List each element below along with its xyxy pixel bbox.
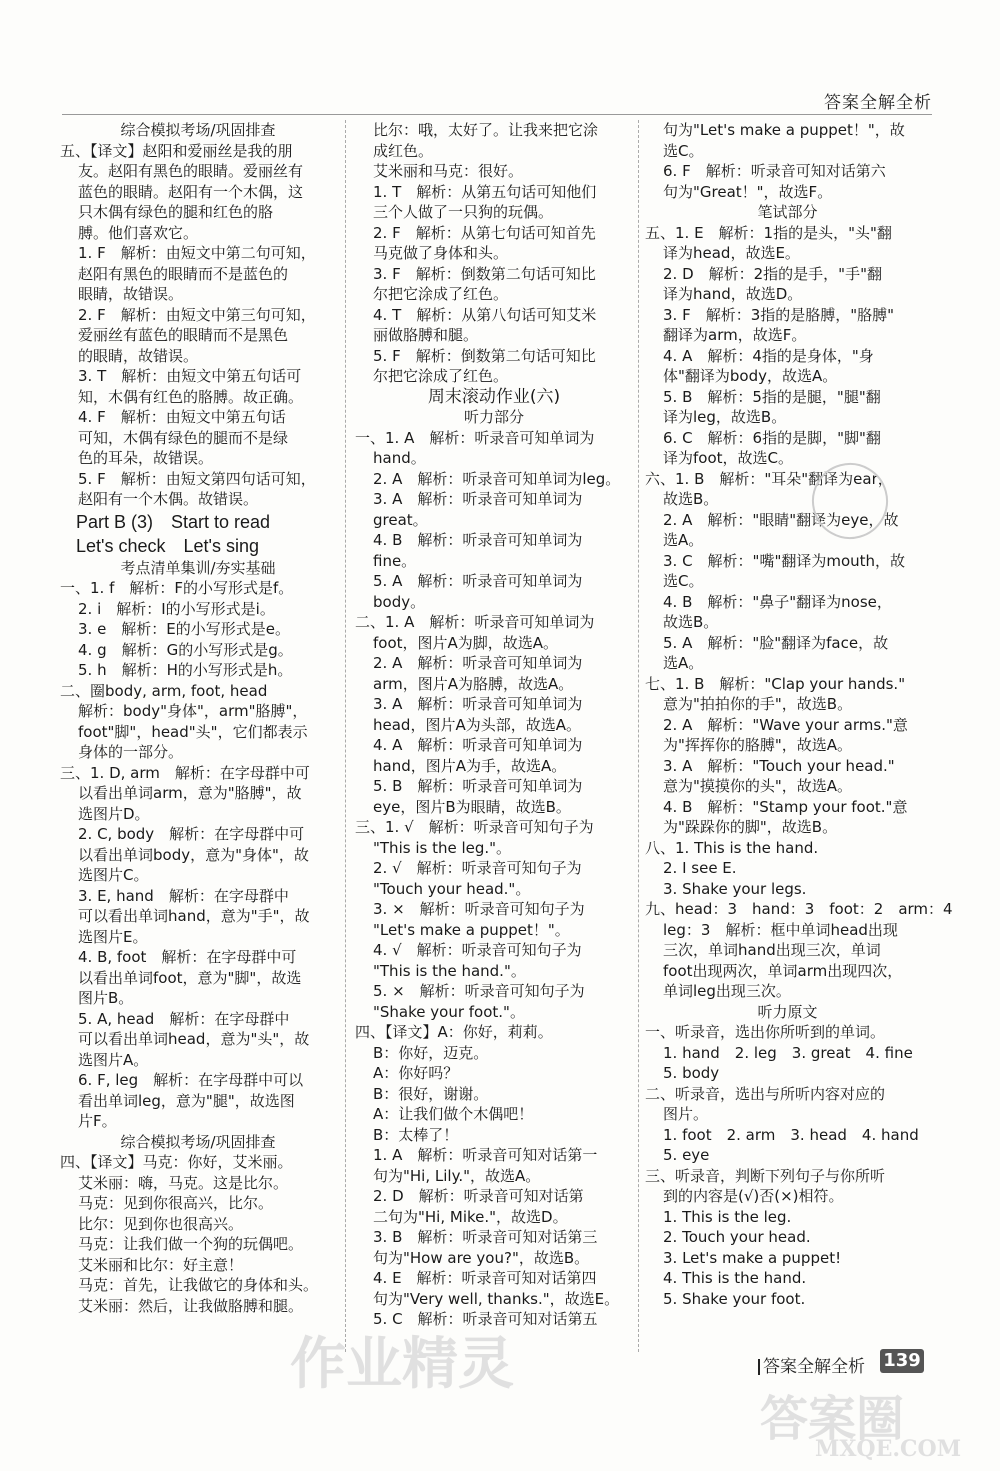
text-line: 5. × 解析：听录音可知句子为 [373, 982, 585, 1000]
footer-label [758, 1352, 865, 1377]
text-line: foot"脚"，head"头"，它们都表示 [78, 722, 308, 741]
text-line: 三、1. √ 解析：听录音可知句子为 [355, 818, 594, 836]
column-left [60, 120, 336, 1316]
text-line: 4. B, foot 解析：在字母群中可 [78, 948, 297, 966]
text-line: 5. eye [663, 1146, 710, 1164]
text-line: B：你好，迈克。 [373, 1043, 489, 1062]
text-line: 九、head：3 hand：3 foot：2 arm：4 [645, 900, 953, 918]
text-line: foot出现两次，单词arm出现四次， [663, 961, 903, 980]
text-line: 3. Shake your legs. [663, 879, 807, 898]
text-line: 4. B 解析："鼻子"翻译为nose， [663, 592, 892, 611]
text-line: 3. C 解析："嘴"翻译为mouth，故 [663, 551, 906, 570]
text-line: 5. Shake your foot. [663, 1289, 806, 1308]
text-line: "Shake your foot."。 [373, 1002, 525, 1021]
text-line: 4. A 解析：4指的是身体，"身 [663, 346, 874, 365]
text-line: "Let's make a puppet！"。 [373, 920, 570, 939]
text-line: 3. F 解析：3指的是胳膊，"胳膊" [663, 305, 895, 324]
text-line: 3. A 解析："Touch your head." [663, 756, 895, 775]
column-divider [638, 120, 639, 1352]
column-divider [345, 120, 346, 1352]
text-line: 3. Let's make a puppet! [663, 1248, 842, 1267]
text-line: 周末滚动作业(六) [427, 386, 561, 407]
text-line: 以看出单词body，意为"身体"，故 [78, 845, 309, 864]
text-line: 听力原文 [757, 1002, 818, 1021]
text-line: 5. A 解析：听录音可知单词为 [373, 572, 583, 590]
text-line: 2. D 解析：2指的是手，"手"翻 [663, 264, 882, 283]
text-line: 5. A 解析："脸"翻译为face，故 [663, 633, 889, 652]
text-line: 2. A 解析：听录音可知单词为leg。 [373, 469, 621, 488]
header-rule [62, 114, 932, 115]
text-line: 可以看出单词head，意为"头"，故 [78, 1030, 310, 1048]
text-line: 句为"Very well, thanks."，故选E。 [373, 1289, 620, 1308]
text-line: 翻译为arm，故选F。 [663, 326, 807, 344]
text-line: 二句为"Hi, Mike."，故选D。 [373, 1207, 568, 1226]
text-line: 2. √ 解析：听录音可知句子为 [373, 859, 582, 877]
text-line: 5. B 解析：听录音可知单词为 [373, 777, 583, 795]
watermark-text-3: MXQE.COM [815, 1436, 962, 1462]
text-line: A：让我们做个木偶吧！ [373, 1105, 534, 1123]
text-line: "Touch your head."。 [373, 879, 531, 898]
text-line: 考点清单集训/夯实基础 [120, 558, 276, 577]
text-line: 七、1. B 解析："Clap your hands." [645, 674, 906, 693]
text-line: 六、1. B 解析："耳朵"翻译为ear， [645, 469, 893, 488]
text-line: 4. √ 解析：听录音可知句子为 [373, 941, 582, 959]
text-line: 只木偶有绿色的腿和红色的胳 [78, 203, 274, 221]
text-line: 译为hand，故选D。 [663, 285, 803, 303]
text-line: Let's check Let's sing [76, 535, 259, 556]
text-line: foot，图片A为脚，故选A。 [373, 633, 559, 652]
text-line: 3. A 解析：听录音可知单词为 [373, 695, 583, 713]
text-line: 三个人做了一只狗的玩偶。 [373, 203, 554, 221]
text-line: 综合模拟考场/巩固排查 [120, 1132, 276, 1151]
text-line: eye，图片B为眼睛，故选B。 [373, 797, 571, 816]
text-line: arm，图片A为胳膊，故选A。 [373, 674, 574, 693]
text-line: 选C。 [663, 141, 704, 160]
text-line: 3. T 解析：由短文中第五句话可 [78, 367, 302, 385]
text-line: 5. h 解析：H的小写形式是h。 [78, 661, 293, 679]
text-line: 赵阳有一个木偶。故错误。 [78, 490, 259, 508]
text-line: 2. D 解析：听录音可知对话第 [373, 1187, 584, 1205]
text-line: 2. Touch your head. [663, 1228, 811, 1246]
text-line: 五、1. E 解析：1指的是头，"头"翻 [645, 223, 892, 242]
text-line: 意为"拍拍你的手"，故选B。 [663, 695, 853, 713]
text-line: 4. B 解析："Stamp your foot."意 [663, 797, 908, 816]
text-line: 综合模拟考场/巩固排查 [120, 121, 276, 139]
text-line: 一、听录音，选出你所听到的单词。 [645, 1023, 886, 1041]
text-line: 6. F, leg 解析：在字母群中可以 [78, 1071, 304, 1089]
text-line: 4. E 解析：听录音可知对话第四 [373, 1269, 597, 1287]
text-line: 看出单词leg，意为"腿"，故选图 [78, 1091, 295, 1110]
text-line: 2. A 解析："Wave your arms."意 [663, 715, 908, 734]
text-line: 友。赵阳有黑色的眼睛。爱丽丝有 [78, 162, 304, 180]
text-line: 句为"How are you?"，故选B。 [373, 1248, 590, 1267]
text-line: 马克做了身体和头。 [373, 244, 509, 262]
watermark-text-1: 作业精灵 [290, 1331, 514, 1397]
text-line: 可知，木偶有绿色的腿而不是绿 [78, 428, 289, 447]
text-line: 选图片E。 [78, 927, 148, 946]
text-line: 八、1. This is the hand. [645, 838, 819, 857]
text-line: 选图片A。 [78, 1050, 149, 1069]
text-line: 图片。 [663, 1105, 709, 1123]
text-line: 2. i 解析：I的小写形式是i。 [78, 599, 275, 618]
text-line: 选图片D。 [78, 804, 150, 823]
text-line: 单词leg出现三次。 [663, 982, 791, 1000]
text-line: 1. A 解析：听录音可知对话第一 [373, 1146, 598, 1164]
text-line: A：你好吗？ [373, 1064, 459, 1082]
text-line: 3. F 解析：倒数第二句话可知比 [373, 264, 596, 283]
text-line: 2. A 解析："眼睛"翻译为eye，故 [663, 510, 899, 529]
text-line: 2. I see E. [663, 859, 737, 877]
text-line: 四、【译文】马克：你好，艾米丽。 [60, 1153, 293, 1171]
text-line: 2. A 解析：听录音可知单词为 [373, 654, 583, 672]
text-line: "This is the hand."。 [373, 961, 526, 980]
text-line: 5. C 解析：听录音可知对话第五 [373, 1310, 598, 1328]
text-line: 比尔：哦，太好了。让我来把它涂 [373, 121, 599, 139]
text-line: 故选B。 [663, 613, 719, 631]
text-line: 马克：首先，让我做它的身体和头。 [78, 1276, 319, 1294]
text-line: 3. B 解析：听录音可知对话第三 [373, 1228, 598, 1246]
text-line: 1. F 解析：由短文中第二句可知， [78, 244, 316, 262]
text-line: 一、1. A 解析：听录音可知单词为 [355, 428, 595, 447]
text-line: leg：3 解析：框中单词head出现 [663, 920, 898, 939]
footer-label-text: 答案全解全析 [763, 1357, 865, 1377]
text-line: 膊。他们喜欢它。 [78, 223, 199, 242]
text-line: 4. B 解析：听录音可知单词为 [373, 531, 583, 549]
text-line: 6. C 解析：6指的是脚，"脚"翻 [663, 428, 881, 447]
text-line: 艾米丽和比尔：好主意！ [78, 1255, 244, 1274]
text-line: 尔把它涂成了红色。 [373, 285, 509, 303]
text-line: 三、1. D, arm 解析：在字母群中可 [60, 763, 310, 782]
text-line: 3. e 解析：E的小写形式是e。 [78, 620, 291, 638]
text-line: 一、1. f 解析：F的小写形式是f。 [60, 579, 294, 597]
text-line: head，图片A为头部，故选A。 [373, 715, 581, 734]
column-right [645, 120, 953, 1309]
footer-bar [758, 1359, 760, 1375]
text-line: 选A。 [663, 654, 704, 672]
text-line: 为"跺跺你的脚"，故选B。 [663, 818, 838, 836]
text-line: 5. F 解析：由短文第四句话可知， [78, 469, 316, 488]
text-line: hand，图片A为手，故选A。 [373, 756, 567, 775]
text-line: 4. g 解析：G的小写形式是g。 [78, 640, 293, 659]
text-line: 句为"Hi, Lily."，故选A。 [373, 1166, 541, 1185]
text-line: 1. hand 2. leg 3. great 4. fine [663, 1043, 913, 1062]
text-line: 笔试部分 [757, 203, 818, 221]
page-header-title: 答案全解全析 [824, 93, 932, 113]
text-line: 为"挥挥你的胳膊"，故选A。 [663, 736, 853, 754]
text-line: 听力部分 [463, 408, 524, 426]
text-line: 4. This is the hand. [663, 1269, 807, 1287]
text-line: 选图片C。 [78, 866, 149, 884]
text-line: 译为foot，故选C。 [663, 449, 793, 467]
text-line: 爱丽丝有蓝色的眼睛而不是黑色 [78, 326, 289, 344]
text-line: 解析：body"身体"，arm"胳膊"， [78, 702, 308, 720]
text-line: 以看出单词arm，意为"胳膊"，故 [78, 784, 302, 802]
text-line: 二、1. A 解析：听录音可知单词为 [355, 613, 595, 631]
text-line: 1. foot 2. arm 3. head 4. hand [663, 1125, 919, 1144]
text-line: hand。 [373, 449, 426, 467]
text-line: 选C。 [663, 572, 704, 590]
text-line: B：很好，谢谢。 [373, 1084, 489, 1103]
text-line: 意为"摸摸你的头"，故选A。 [663, 777, 853, 795]
text-line: 5. F 解析：倒数第二句话可知比 [373, 346, 596, 365]
text-line: fine。 [373, 551, 417, 570]
text-line: 艾米丽：然后，让我做胳膊和腿。 [78, 1296, 304, 1315]
text-line: 图片B。 [78, 989, 134, 1007]
text-line: 句为"Let's make a puppet！"，故 [663, 121, 905, 139]
text-line: 3. E, hand 解析：在字母群中 [78, 886, 289, 905]
text-line: 以看出单词foot，意为"脚"，故选 [78, 968, 302, 987]
text-line: 译为leg，故选B。 [663, 408, 787, 426]
text-line: 1. This is the leg. [663, 1207, 792, 1226]
text-line: B：太棒了！ [373, 1125, 459, 1144]
text-line: 色的耳朵，故错误。 [78, 449, 214, 467]
text-line: 体"翻译为body，故选A。 [663, 367, 838, 385]
text-line: 5. A, head 解析：在字母群中 [78, 1009, 290, 1028]
text-line: 到的内容是(√)否(×)相符。 [663, 1187, 844, 1205]
text-line: 蓝色的眼睛。赵阳有一个木偶，这 [78, 182, 304, 201]
text-line: 3. × 解析：听录音可知句子为 [373, 900, 585, 918]
text-line: 三次，单词hand出现三次，单词 [663, 941, 881, 959]
text-line: 5. body [663, 1064, 720, 1082]
watermark-text-2: 答案圈 [760, 1391, 905, 1447]
text-line: great。 [373, 510, 428, 529]
page-number: 139 [880, 1349, 924, 1373]
text-line: 句为"Great！"，故选F。 [663, 182, 833, 201]
text-line: 2. F 解析：从第七句话可知首先 [373, 223, 596, 242]
text-line: 丽做胳膊和腿。 [373, 326, 479, 344]
text-line: 眼睛，故错误。 [78, 285, 184, 303]
column-middle [355, 120, 633, 1330]
watermark-url [815, 1436, 961, 1462]
text-line: "This is the leg."。 [373, 838, 512, 857]
text-line: 尔把它涂成了红色。 [373, 367, 509, 385]
text-line: 四、【译文】A：你好，莉莉。 [355, 1023, 553, 1041]
text-line: 片F。 [78, 1112, 117, 1130]
text-line: 2. C, body 解析：在字母群中可 [78, 825, 305, 843]
text-line: 五、【译文】赵阳和爱丽丝是我的朋 [60, 141, 293, 160]
text-line: 故选B。 [663, 490, 719, 508]
text-line: Part B (3) Start to read [76, 511, 271, 532]
text-line: 马克：让我们做一个狗的玩偶吧。 [78, 1235, 304, 1253]
text-line: 3. A 解析：听录音可知单词为 [373, 490, 583, 508]
text-line: 赵阳有黑色的眼睛而不是蓝色的 [78, 264, 289, 283]
text-line: 译为head，故选E。 [663, 244, 800, 262]
text-line: 二、圈body, arm, foot, head [60, 681, 268, 700]
text-line: 1. T 解析：从第五句话可知他们 [373, 182, 597, 201]
text-line: 选A。 [663, 531, 704, 549]
text-line: 4. F 解析：由短文中第五句话 [78, 408, 286, 426]
watermark-text [290, 1320, 514, 1400]
text-line: 2. F 解析：由短文中第三句可知， [78, 305, 316, 324]
text-line: 的眼睛，故错误。 [78, 346, 199, 365]
text-line: 艾米丽：嗨，马克。这是比尔。 [78, 1173, 289, 1192]
text-line: 4. A 解析：听录音可知单词为 [373, 736, 583, 754]
text-line: 成红色。 [373, 141, 434, 160]
text-line: 三、听录音，判断下列句子与你所听 [645, 1166, 886, 1185]
text-line: 艾米丽和马克：很好。 [373, 162, 524, 180]
text-line: 马克：见到你很高兴，比尔。 [78, 1194, 274, 1212]
text-line: 身体的一部分。 [78, 743, 184, 761]
text-line: 二、听录音，选出与所听内容对应的 [645, 1084, 886, 1103]
text-line: 6. F 解析：听录音可知对话第六 [663, 162, 886, 180]
text-line: 4. T 解析：从第八句话可知艾米 [373, 305, 597, 324]
text-line: body。 [373, 592, 426, 611]
text-line: 知，木偶有红色的胳膊。故正确。 [78, 387, 304, 406]
text-line: 可以看出单词hand，意为"手"，故 [78, 907, 310, 925]
text-line: 5. B 解析：5指的是腿，"腿"翻 [663, 387, 881, 406]
text-line: 比尔：见到你也很高兴。 [78, 1214, 244, 1233]
